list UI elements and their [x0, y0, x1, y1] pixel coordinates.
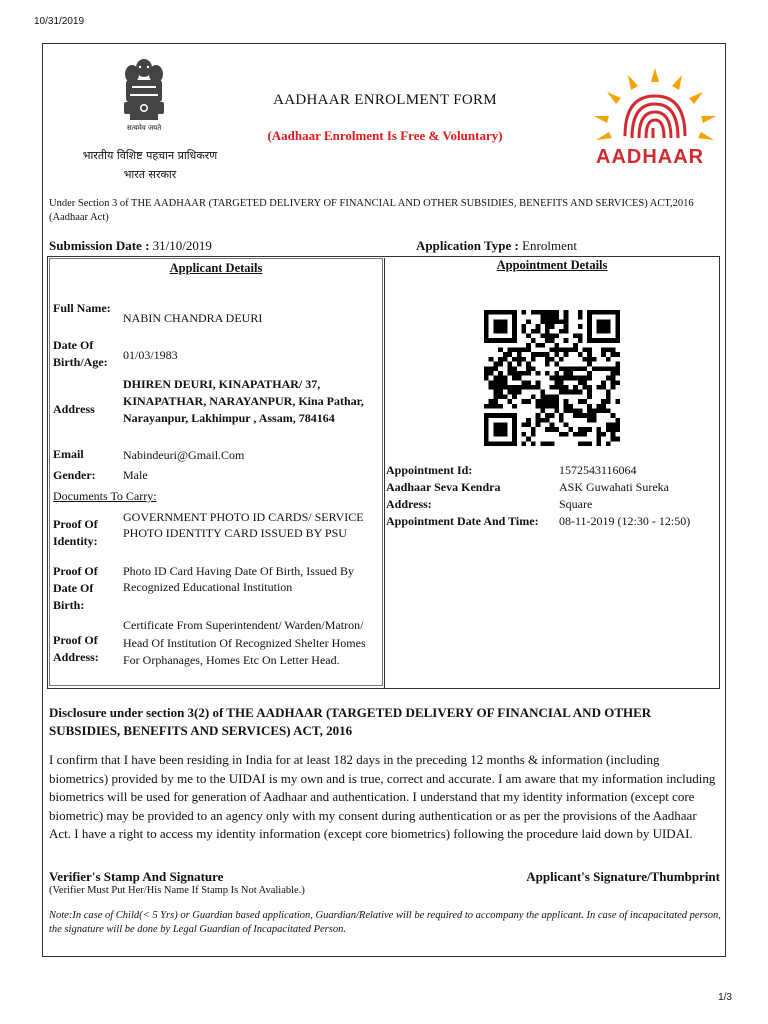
submission-date-label: Submission Date : [49, 238, 150, 253]
full-name-value: NABIN CHANDRA DEURI [123, 311, 263, 325]
appointment-datetime-value: 08-11-2019 (12:30 - 12:50) [559, 514, 691, 528]
email-value: Nabindeuri@Gmail.Com [123, 448, 245, 462]
dob-value: 01/03/1983 [123, 348, 178, 362]
aadhaar-logo-text: AADHAAR [596, 146, 705, 168]
full-name-label: Full Name: [53, 301, 111, 315]
verifier-note: (Verifier Must Put Her/His Name If Stamp Is Not Avaliable.) [49, 885, 305, 896]
appointment-details-heading: Appointment Details [496, 258, 608, 272]
applicant-signature-label: Applicant's Signature/Thumbprint [526, 869, 720, 884]
page-number: 1/3 [718, 992, 732, 1003]
proof-of-address-label: Proof Of Address: [53, 633, 99, 664]
emblem-motto: सत्यमेव जयते [126, 124, 162, 132]
proof-of-dob-label: Proof Of Date Of Birth: [53, 564, 98, 612]
verifier-signature-label: Verifier's Stamp And Signature [49, 869, 224, 884]
proof-of-identity-value: GOVERNMENT PHOTO ID CARDS/ SERVICE PHOTO IDENTITY CARD ISSUED BY PSU [123, 510, 364, 540]
gender-value: Male [123, 468, 148, 482]
footnote: Note:In case of Child(< 5 Yrs) or Guardian based application, Guardian/Relative will be required to accompany the applicant. In case of incapacitated person, the signature will be done by Legal Guardian of Incapacitated Person. [49, 910, 721, 935]
seva-kendra-value: ASK Guwahati Sureka Square [559, 480, 669, 511]
national-emblem-icon [114, 54, 174, 134]
qr-code-icon [484, 308, 620, 448]
column-divider [384, 258, 385, 688]
appointment-datetime-label: Appointment Date And Time: [386, 514, 539, 528]
proof-of-dob-value: Photo ID Card Having Date Of Birth, Issued By Recognized Educational Institution [123, 564, 354, 594]
form-title: AADHAAR ENROLMENT FORM [273, 92, 497, 108]
dob-label: Date Of Birth/Age: [53, 338, 108, 369]
act-reference-note: Under Section 3 of THE AADHAAR (TARGETED DELIVERY OF FINANCIAL AND OTHER SUBSIDIES, BENEFITS AND SERVICES) ACT,2016 (Aadhaar Act) [49, 198, 694, 223]
proof-of-address-value: Certificate From Superintendent/ Warden/Matron/ Head Of Institution Of Recognized Shelter Homes For Orphanages, Homes Etc On Letter Head. [123, 618, 366, 667]
application-type-label: Application Type : [416, 238, 519, 253]
gender-label: Gender: [53, 468, 96, 482]
appointment-id-label: Appointment Id: [386, 463, 473, 477]
address-label: Address [53, 402, 95, 416]
email-label: Email [53, 447, 84, 461]
seva-kendra-label: Aadhaar Seva Kendra Address: [386, 480, 501, 511]
documents-to-carry-heading: Documents To Carry: [53, 489, 157, 503]
application-type-value: Enrolment [522, 238, 577, 253]
appointment-id-value: 1572543116064 [559, 463, 637, 477]
submission-date-value: 31/10/2019 [152, 238, 212, 253]
authority-name-hindi: भारतीय विशिष्ट पहचान प्राधिकरण [82, 149, 218, 162]
disclosure-text: I confirm that I have been residing in India for at least 182 days in the preceding 12 months & information (including biometrics) provided by me to the UIDAI is my own and is true, correct and accurate. I am aware that my information including biometrics will be used for generation of Aadhaar and authentication. I understand that my identity information (except core biometric) may be provided to an agency only with my consent during authentication or as per the provisions of the Aadhaar Act. I have a right to access my identity information (except core biometrics) following the procedure laid down by UIDAI. [49, 752, 716, 841]
proof-of-identity-label: Proof Of Identity: [53, 517, 98, 548]
disclosure-heading: Disclosure under section 3(2) of THE AADHAAR (TARGETED DELIVERY OF FINANCIAL AND OTHER SUBSIDIES, BENEFITS AND SERVICES) ACT, 2016 [49, 705, 652, 738]
form-subtitle: (Aadhaar Enrolment Is Free & Voluntary) [267, 128, 503, 143]
submission-date [49, 238, 212, 254]
government-name-hindi: भारत सरकार [123, 168, 177, 181]
application-type [416, 238, 577, 254]
address-value: DHIREN DEURI, KINAPATHAR/ 37, KINAPATHAR, NARAYANPUR, Kina Pathar, Narayanpur, Lakhimpur , Assam, 784164 [123, 377, 364, 425]
print-date: 10/31/2019 [34, 16, 85, 27]
applicant-details-heading: Applicant Details [169, 261, 263, 275]
